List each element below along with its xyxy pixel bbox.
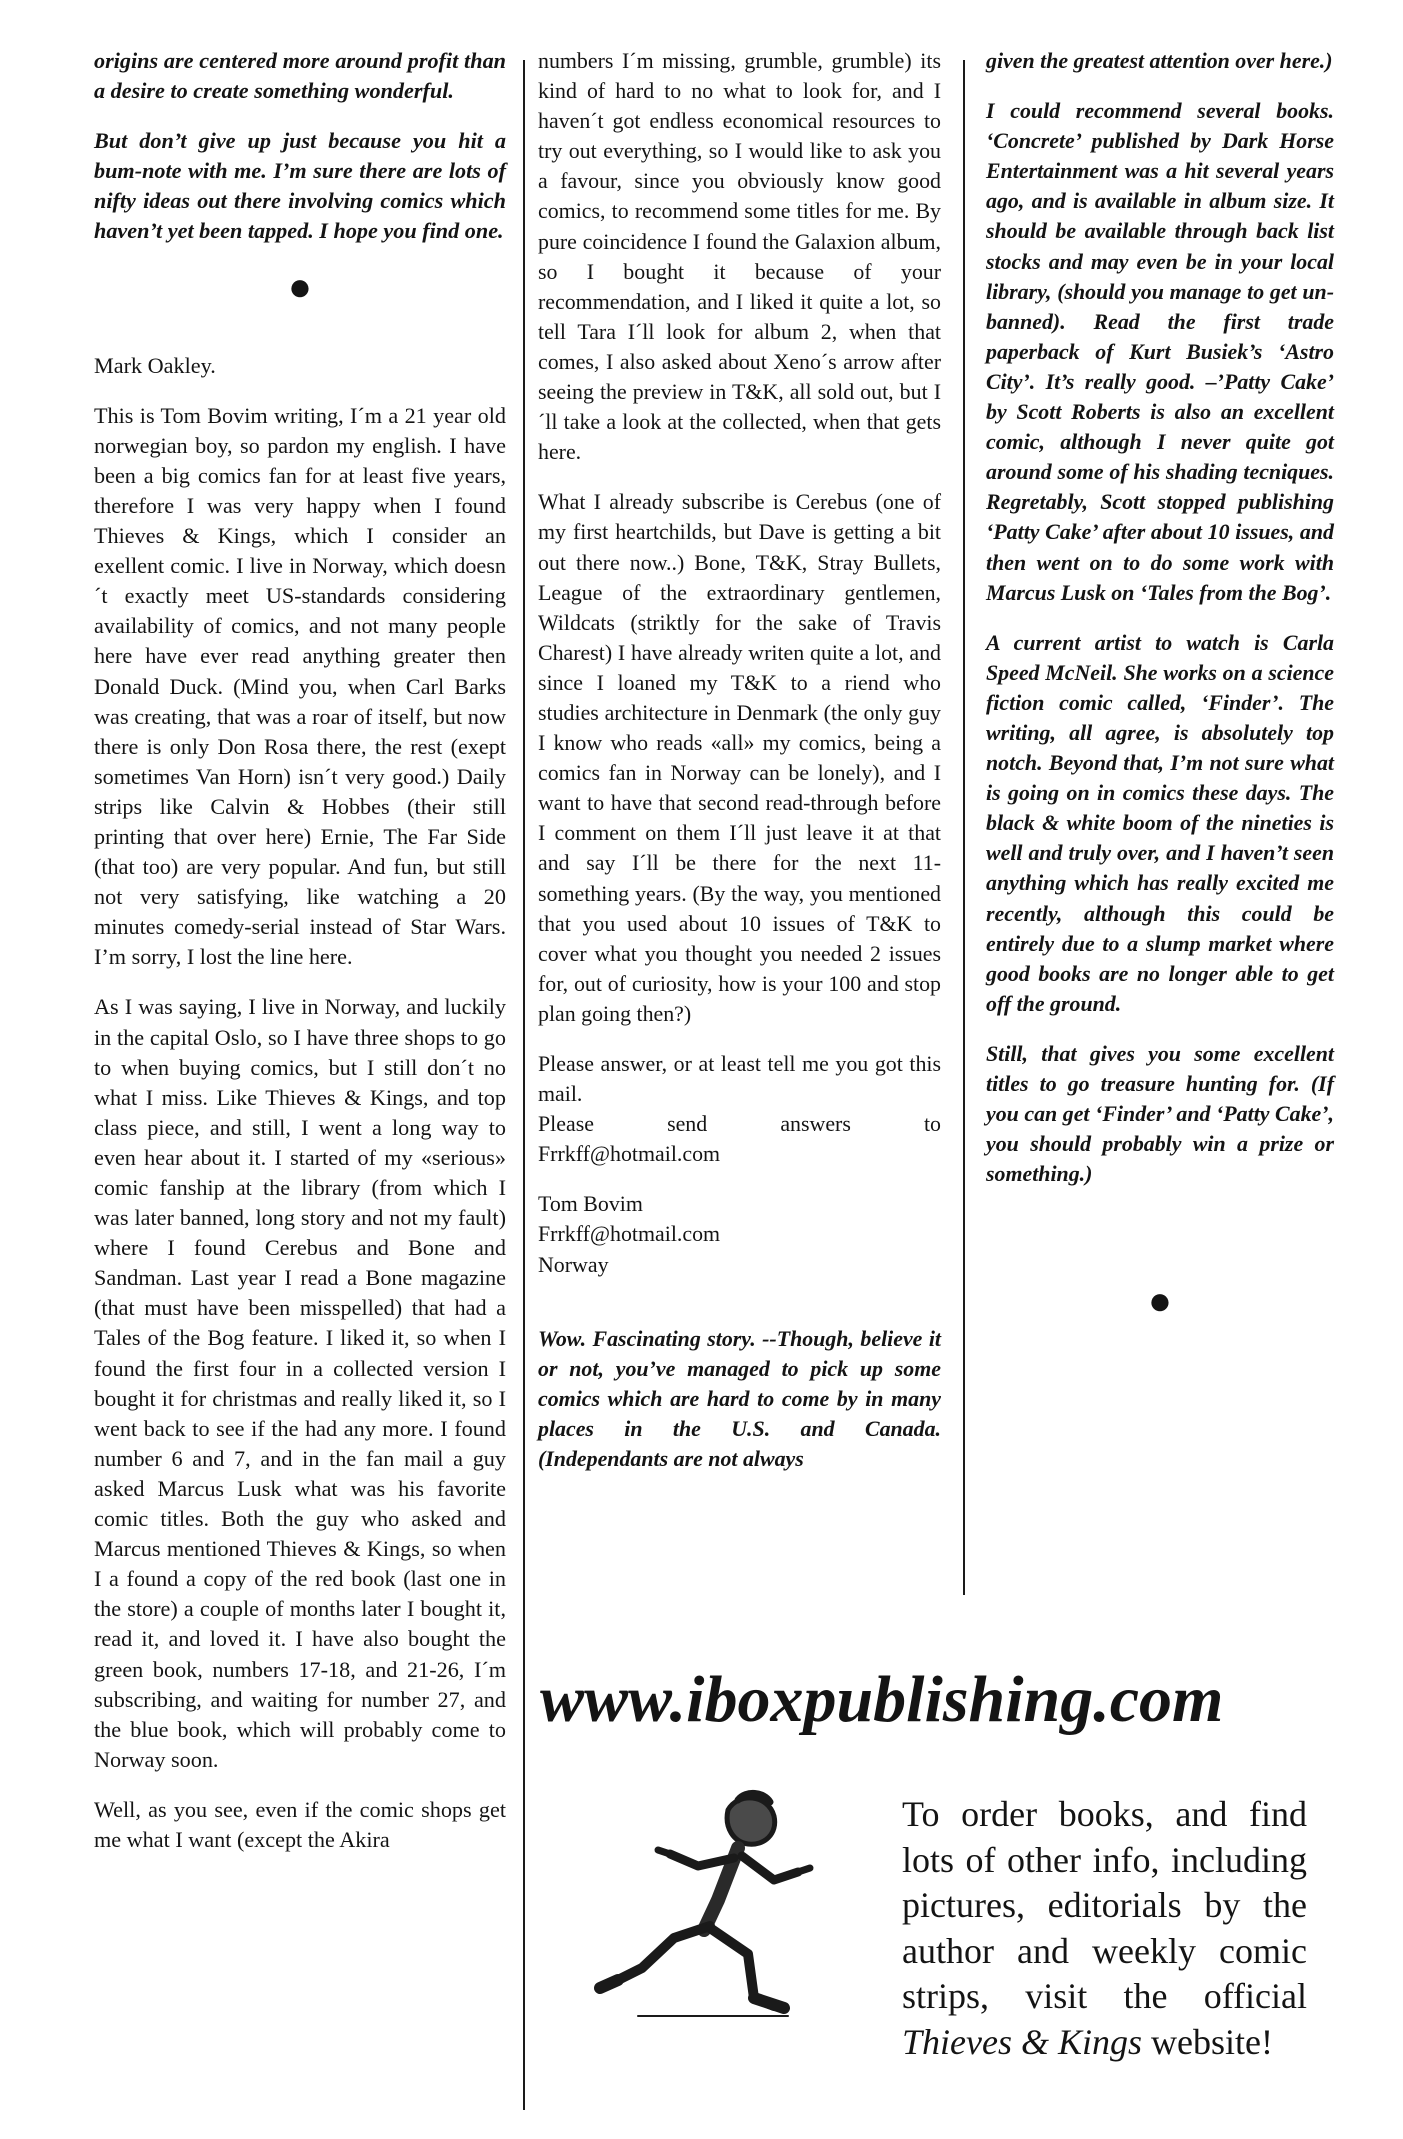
editor-reply-paragraph: given the greatest attention over here.)	[986, 48, 1333, 73]
ad-text-title: Thieves & Kings	[902, 2021, 1142, 2062]
send-answers-line	[538, 1109, 941, 1139]
column-left	[94, 46, 506, 1875]
letter-signature	[538, 1189, 941, 1279]
editor-response-paragraph: origins are centered more around profit than a desire to create something wonderful.	[94, 48, 506, 104]
website-ad-text	[902, 1792, 1307, 2065]
column-right	[986, 46, 1334, 1365]
signature-name: Tom Bovim	[538, 1191, 643, 1217]
column-middle	[538, 46, 941, 1494]
column-divider	[523, 60, 525, 2110]
reply-email: Frrkff@hotmail.com	[538, 1141, 721, 1167]
editor-reply-paragraph: Wow. Fascinating story. --Though, believe it or not, you’ve managed to pick up some comics which are hard to come by in many places in the U.S. and Canada. (Independants are not always	[538, 1325, 941, 1472]
section-divider-bullet: ●	[1147, 1278, 1173, 1324]
editor-reply-paragraph: I could recommend several books. ‘Concrete’ published by Dark Horse Entertainment was a hit several years ago, and is available in album size. It should be available through back list stocks and may even be in your local library, (should you manage to get un-banned). Read the first trade paperback of Kurt Busiek’s ‘Astro City’. It’s really good. –’Patty Cake’ by Scott Roberts is also an excellent comic, although I never quite got around some of his shading tecniques. Regretably, Scott stopped publishing ‘Patty Cake’ after about 10 issues, and then went on to do some work with Marcus Lusk on ‘Tales from the Bog’.	[986, 98, 1334, 605]
editor-signature: Mark Oakley.	[94, 352, 216, 378]
editor-reply-paragraph: A current artist to watch is Carla Speed McNeil. She works on a science fiction comic called, ‘Finder’. The writing, all agree, is absolutely top notch. Beyond that, I’m not sure what is going on in comics these days. The black & white boom of the nineties is well and truly over, and I haven’t seen anything which has really excited me recently, although this could be entirely due to a slump market where good books are no longer able to get off the ground.	[986, 629, 1334, 1016]
send-word: Please	[538, 1111, 594, 1137]
letter-closing	[538, 1049, 941, 1169]
running-boy-illustration	[578, 1770, 838, 2030]
column-divider	[963, 60, 965, 1595]
send-word: to	[923, 1111, 941, 1137]
letter-paragraph: numbers I´m missing, grumble, grumble) its kind of hard to no what to look for, and I haven´t got endless economical resources to try out everything, so I would like to ask you a favour, since you obviously know good comics, to recommend some titles for me. By pure coincidence I found the Galaxion album, so I bought it because of your recommendation, and I liked it quite a lot, so tell Tara I´ll look for album 2, when that comes, I also asked about Xeno´s arrow after seeing the preview in T&K, all sold out, but I´ll take a look at the collected, when that gets here.	[538, 48, 941, 465]
signature-country: Norway	[538, 1251, 609, 1277]
send-word: send	[667, 1111, 708, 1137]
ad-text-end: website!	[1151, 2021, 1273, 2062]
letter-paragraph: Please answer, or at least tell me you got this mail.	[538, 1051, 941, 1107]
letter-paragraph: Well, as you see, even if the comic shops get me what I want (except the Akira	[94, 1796, 506, 1852]
send-word: answers	[780, 1111, 851, 1137]
section-divider-bullet: ●	[287, 263, 313, 309]
letter-paragraph: As I was saying, I live in Norway, and luckily in the capital Oslo, so I have three shops to go to when buying comics, but I still don´t no what I miss. Like Thieves & Kings, and top class piece, and still, I went a long way to even hear about it. I started of my «serious» comic fanship at the library (from which I was later banned, long story and not my fault) where I found Cerebus and Bone and Sandman. Last year I read a Bone magazine (that must have been misspelled) that had a Tales of the Bog feature. I liked it, so when I found the first four in a collected version I bought it for christmas and really liked it, so I went back to see if the had any more. I found number 6 and 7, and in the fan mail a guy asked Marcus Lusk what was his favorite comic titles. Both the guy who asked and Marcus mentioned Thieves & Kings, so when I a found a copy of the red book (last one in the store) a couple of months later I bought it, read it, and loved it. I have also bought the green book, numbers 17-18, and 21-26, I´m subscribing, and waiting for number 27, and the blue book, which will probably come to Norway soon.	[94, 994, 506, 1772]
letter-paragraph: What I already subscribe is Cerebus (one of my first heartchilds, but Dave is getting a bit out there now..) Bone, T&K, Stray Bullets, League of the extraordinary gentlemen, Wildcats (striktly for the sake of Travis Charest) I have already writen quite a lot, and since I loaned my T&K to a riend who studies architecture in Denmark (the only guy I know who reads «all» my comics, being a comics fan in Norway can be lonely), and I want to have that second read-through before I comment on them I´ll just leave it at that and say I´ll be there for the next 11-something years. (By the way, you mentioned that you used about 10 issues of T&K to cover what you thought you needed 2 issues for, out of curiosity, how is your 100 and stop plan going then?)	[538, 489, 941, 1026]
signature-email: Frrkff@hotmail.com	[538, 1221, 721, 1247]
editor-response-paragraph: But don’t give up just because you hit a bum-note with me. I’m sure there are lots of nifty ideas out there involving comics which haven’t yet been tapped. I hope you find one.	[94, 128, 506, 244]
website-url: www.iboxpublishing.com	[540, 1663, 1224, 1736]
letter-paragraph: This is Tom Bovim writing, I´m a 21 year old norwegian boy, so pardon my english. I have been a big comics fan for at least five years, therefore I was very happy when I found Thieves & Kings, which I consider an exellent comic. I live in Norway, which doesn´t exactly meet US-standards considering availability of comics, and not many people here have ever read anything greater then Donald Duck. (Mind you, when Carl Barks was creating, that was a roar of itself, but now there is only Don Rosa there, the rest (exept sometimes Van Horn) isn´t very good.) Daily strips like Calvin & Hobbes (their still printing that over here) Ernie, The Far Side (that too) are very popular. And fun, but still not very satisfying, like watching a 20 minutes comedy-serial instead of Star Wars. I’m sorry, I lost the line here.	[94, 402, 506, 970]
editor-reply-paragraph: Still, that gives you some excellent titles to go treasure hunting for. (If you can get ‘Finder’ and ‘Patty Cake’, you should probably win a prize or something.)	[986, 1040, 1334, 1187]
ad-text-plain: To order books, and find lots of other info, including pictures, editorials by the author and weekly comic strips, visit the official	[902, 1794, 1307, 2016]
